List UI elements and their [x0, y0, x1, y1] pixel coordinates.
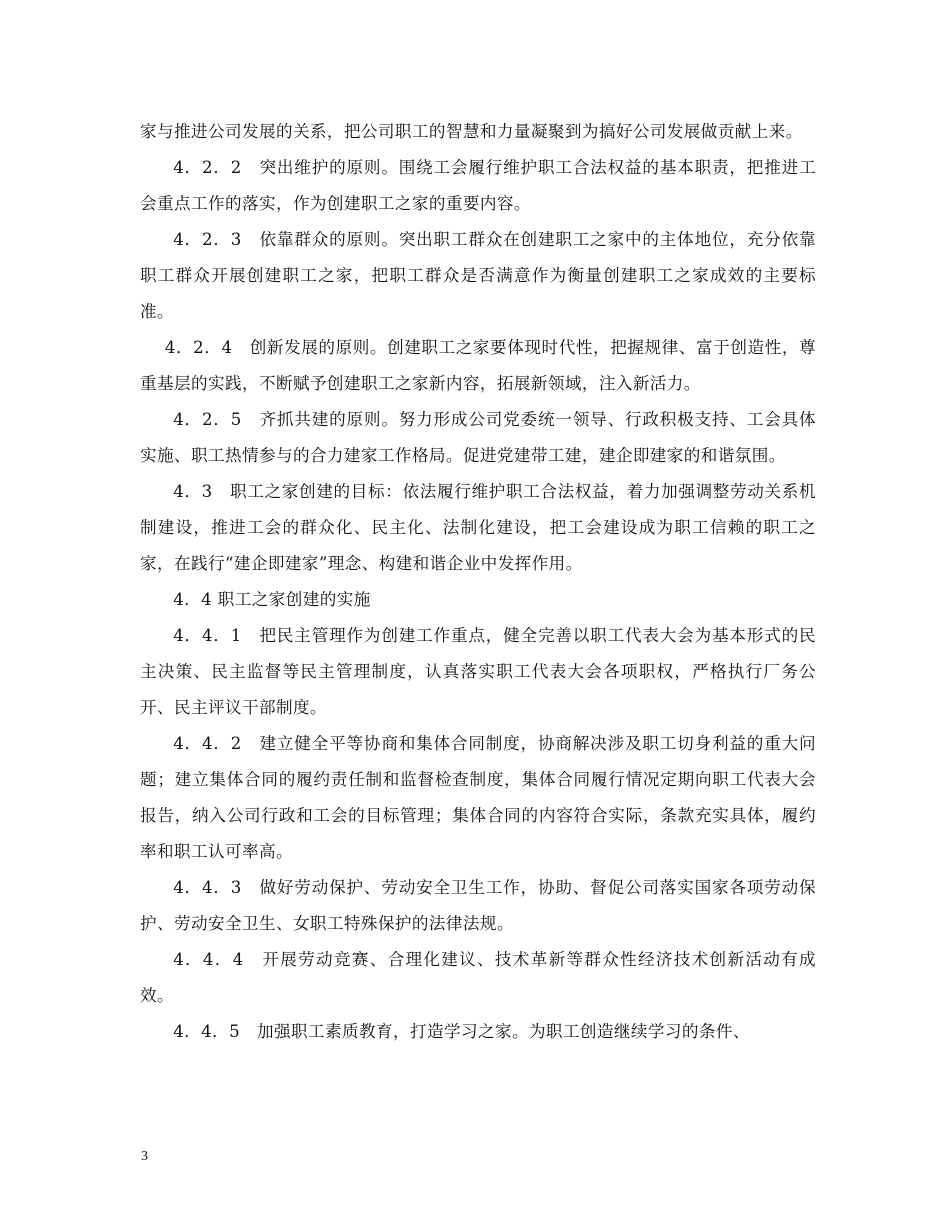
paragraph-4-2-5: 4．2．5 齐抓共建的原则。努力形成公司党委统一领导、行政积极支持、工会具体实施、职工热情参与的合力建家工作格局。促进党建带工建，建企即建家的和谐氛围。 — [140, 410, 816, 465]
paragraph-4-4-5: 4．4．5 加强职工素质教育，打造学习之家。为职工创造继续学习的条件、 — [173, 1022, 750, 1041]
document-body — [140, 114, 816, 1050]
paragraph-4-4-3: 4．4．3 做好劳动保护、劳动安全卫生工作，协助、督促公司落实国家各项劳动保护、劳动安全卫生、女职工特殊保护的法律法规。 — [140, 878, 816, 933]
page-number: 3 — [141, 1149, 148, 1164]
paragraph-4-4-1: 4．4．1 把民主管理作为创建工作重点，健全完善以职工代表大会为基本形式的民主决策、民主监督等民主管理制度，认真落实职工代表大会各项职权，严格执行厂务公开、民主评议干部制度。 — [140, 626, 816, 717]
paragraph-4-4-4: 4．4．4 开展劳动竞赛、合理化建议、技术革新等群众性经济技术创新活动有成效。 — [140, 950, 816, 1005]
paragraph-4-4-2: 4．4．2 建立健全平等协商和集体合同制度，协商解决涉及职工切身利益的重大问题；建立集体合同的履约责任制和监督检查制度，集体合同履行情况定期向职工代表大会报告，纳入公司行政和工会的目标管理；集体合同的内容符合实际，条款充实具体，履约率和职工认可率高。 — [140, 734, 816, 861]
paragraph-4-3: 4．3 职工之家创建的目标：依法履行维护职工合法权益，着力加强调整劳动关系机制建设，推进工会的群众化、民主化、法制化建设，把工会建设成为职工信赖的职工之家，在践行“建企即建家”理念、构建和谐企业中发挥作用。 — [140, 482, 816, 573]
paragraph-4-2-3: 4．2．3 依靠群众的原则。突出职工群众在创建职工之家中的主体地位，充分依靠职工群众开展创建职工之家，把职工群众是否满意作为衡量创建职工之家成效的主要标准。 — [140, 230, 816, 321]
paragraph-continuation: 家与推进公司发展的关系，把公司职工的智慧和力量凝聚到为搞好公司发展做贡献上来。 — [140, 122, 803, 141]
paragraph-4-2-2: 4．2．2 突出维护的原则。围绕工会履行维护职工合法权益的基本职责，把推进工会重点工作的落实，作为创建职工之家的重要内容。 — [140, 158, 816, 213]
heading-4-4: 4．4 职工之家创建的实施 — [173, 590, 371, 609]
paragraph-4-2-4: 4．2．4 创新发展的原则。创建职工之家要体现时代性，把握规律、富于创造性，尊重基层的实践，不断赋予创建职工之家新内容，拓展新领域，注入新活力。 — [140, 338, 816, 393]
